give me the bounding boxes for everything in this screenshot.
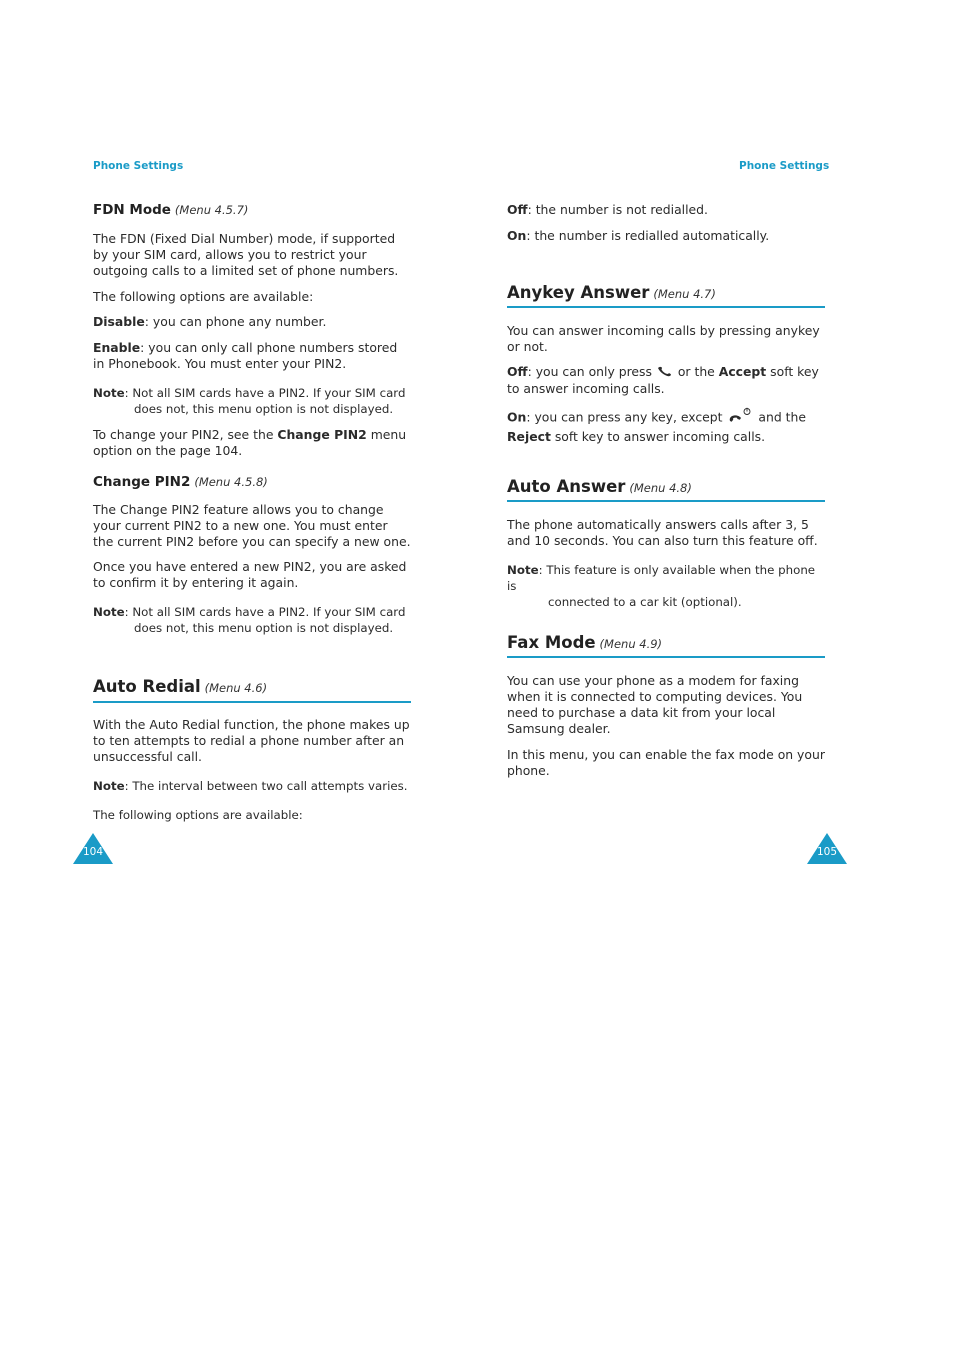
- fdn-note-line1: : Not all SIM cards have a PIN2. If your SIM card: [124, 386, 406, 400]
- end-power-key-icon: [726, 407, 754, 429]
- redial-options: [507, 202, 825, 244]
- pin2-confirm: Once you have entered a new PIN2, you are asked to confirm it by entering it again.: [93, 559, 407, 590]
- autoanswer-heading-rule: [507, 500, 825, 502]
- autoanswer-note-line2: connected to a car kit (optional).: [548, 595, 742, 609]
- anykey-on-option: [507, 407, 825, 445]
- anykey-on-label: On: [507, 409, 527, 424]
- pin2-heading: [93, 474, 411, 490]
- fdn-disable-option: [93, 314, 411, 330]
- left-column: [93, 202, 411, 636]
- fax-body: [507, 673, 825, 779]
- redial-off-option: [507, 202, 825, 218]
- fdn-disable-text: : you can phone any number.: [144, 314, 327, 329]
- pin2-note: [93, 604, 411, 636]
- anykey-on-text3: soft key to answer incoming calls.: [550, 428, 766, 444]
- anykey-menu-ref: (Menu 4.7): [653, 287, 716, 301]
- redial-on-text: : the number is redialled automatically.: [526, 228, 770, 243]
- anykey-off-text1: : you can only press: [527, 364, 656, 379]
- fdn-options-intro: The following options are available:: [93, 289, 314, 304]
- page-number-right: [807, 833, 847, 864]
- anykey-title: Anykey Answer: [507, 283, 650, 302]
- redial-intro: With the Auto Redial function, the phone makes up to ten attempts to redial a phone number after an unsuccessful call.: [93, 717, 410, 764]
- autoanswer-body: [507, 517, 825, 610]
- autoanswer-note: [507, 562, 825, 610]
- redial-menu-ref: (Menu 4.6): [204, 681, 268, 695]
- fax-heading: [507, 633, 825, 652]
- anykey-off-text3: soft key to answer incoming calls.: [507, 364, 819, 396]
- redial-off-text: : the number is not redialled.: [527, 202, 708, 217]
- fdn-change-pin2-ref: [93, 427, 411, 459]
- anykey-on-text1: : you can press any key, except: [526, 409, 727, 424]
- anykey-body: [507, 323, 825, 445]
- anykey-off-option: [507, 364, 825, 397]
- redial-on-label: On: [507, 228, 527, 243]
- autoanswer-heading: [507, 477, 825, 496]
- fdn-enable-option: [93, 340, 411, 372]
- fdn-note-label: Note: [93, 386, 125, 400]
- fdn-menu-ref: (Menu 4.5.7): [174, 203, 249, 217]
- redial-heading: [93, 677, 411, 696]
- running-head-left: Phone Settings: [93, 160, 184, 172]
- redial-on-option: [507, 228, 825, 244]
- fax-enable: In this menu, you can enable the fax mode on your phone.: [507, 747, 825, 778]
- autoanswer-menu-ref: (Menu 4.8): [629, 481, 692, 495]
- anykey-intro: You can answer incoming calls by pressing anykey or not.: [507, 323, 820, 354]
- fdn-enable-text: : you can only call phone numbers stored in Phonebook. You must enter your PIN2.: [93, 340, 398, 371]
- send-key-icon: [656, 365, 674, 381]
- anykey-off-accept: Accept: [718, 364, 767, 379]
- redial-title: Auto Redial: [93, 677, 201, 696]
- fdn-title: FDN Mode: [93, 202, 171, 218]
- anykey-on-reject: Reject: [507, 428, 551, 444]
- pin2-menu-ref: (Menu 4.5.8): [194, 475, 268, 489]
- fax-menu-ref: (Menu 4.9): [599, 637, 663, 651]
- autoanswer-note-line1: : This feature is only available when the phone is: [507, 563, 816, 593]
- autoanswer-intro: The phone automatically answers calls after 3, 5 and 10 seconds. You can also turn this feature off.: [507, 517, 818, 548]
- fdn-change-bold: Change PIN2: [277, 427, 367, 442]
- fax-title: Fax Mode: [507, 633, 596, 652]
- pin2-note-label: Note: [93, 605, 125, 619]
- fdn-heading: [93, 202, 411, 218]
- fdn-note: [93, 385, 411, 417]
- page-number-left: [73, 833, 113, 864]
- anykey-heading-rule: [507, 306, 825, 308]
- fax-heading-rule: [507, 656, 825, 658]
- redial-note-label: Note: [93, 779, 125, 793]
- pin2-title: Change PIN2: [93, 474, 191, 490]
- page-number-left-text: 104: [82, 846, 104, 858]
- redial-heading-rule: [93, 701, 411, 703]
- redial-note-text: : The interval between two call attempts varies.: [124, 779, 408, 793]
- pin2-intro: The Change PIN2 feature allows you to change your current PIN2 to a new one. You must enter the current PIN2 before you can specify a new one.: [93, 502, 411, 549]
- fdn-note-line2: does not, this menu option is not displayed.: [134, 402, 394, 416]
- fax-intro: You can use your phone as a modem for faxing when it is connected to computing devices. You need to purchase a data kit from your local Samsung dealer.: [507, 673, 803, 736]
- fdn-enable-label: Enable: [93, 340, 141, 355]
- redial-note: [93, 778, 411, 794]
- fdn-intro: The FDN (Fixed Dial Number) mode, if supported by your SIM card, allows you to restrict your outgoing calls to a limited set of phone numbers.: [93, 231, 399, 278]
- redial-options-intro: The following options are available:: [93, 808, 303, 822]
- fdn-disable-label: Disable: [93, 314, 145, 329]
- autoanswer-note-label: Note: [507, 563, 539, 577]
- page-number-right-text: 105: [816, 846, 838, 858]
- autoanswer-title: Auto Answer: [507, 477, 626, 496]
- anykey-off-label: Off: [507, 364, 528, 379]
- anykey-heading: [507, 283, 825, 302]
- redial-body: [93, 717, 411, 823]
- fdn-change-pre: To change your PIN2, see the: [93, 427, 278, 442]
- pin2-note-line1: : Not all SIM cards have a PIN2. If your SIM card: [124, 605, 406, 619]
- anykey-off-text2: or the: [673, 364, 719, 379]
- redial-off-label: Off: [507, 202, 528, 217]
- fdn-change-post: menu option on the page 104.: [93, 427, 407, 458]
- pin2-note-line2: does not, this menu option is not displayed.: [134, 621, 394, 635]
- anykey-on-text2: and the: [754, 409, 806, 424]
- running-head-right: Phone Settings: [739, 160, 830, 172]
